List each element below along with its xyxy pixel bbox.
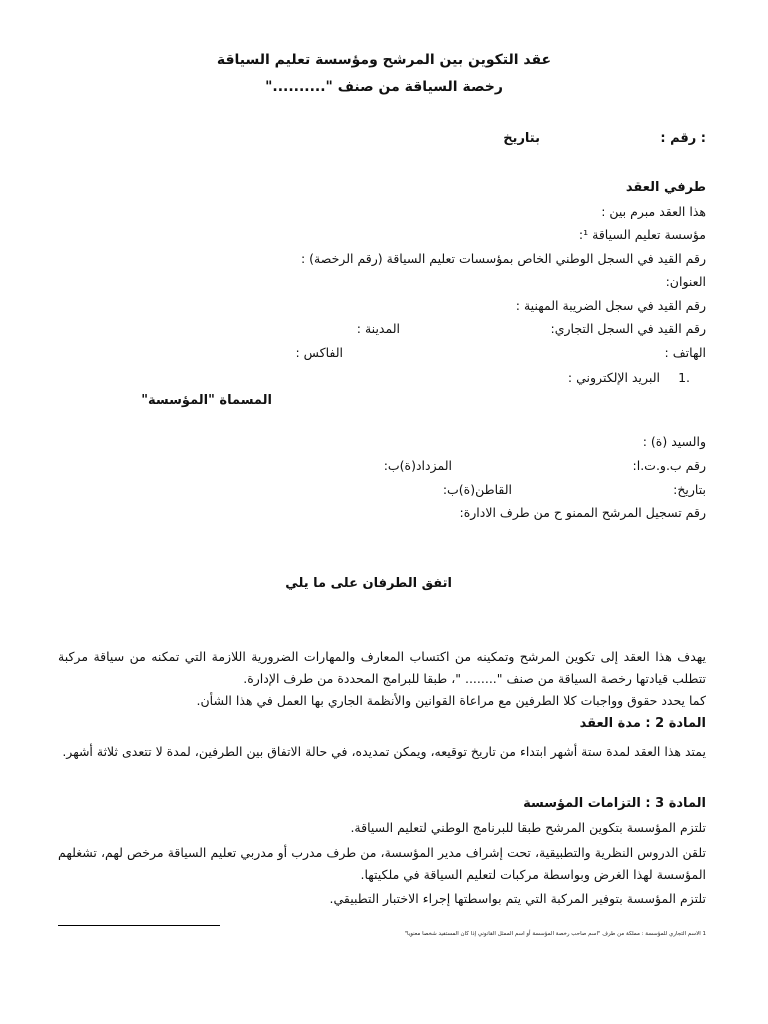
article-3-heading: المادة 3 : التزامات المؤسسة: [523, 796, 706, 811]
article-2-heading: المادة 2 : مدة العقد: [579, 716, 706, 731]
named-institution: المسماة "المؤسسة": [141, 393, 272, 408]
commercial-registry-field: رقم القيد في السجل التجاري:: [550, 321, 706, 336]
parties-heading: طرفي العقد: [625, 180, 706, 195]
city-field: المدينة :: [356, 321, 400, 336]
article-3-line-3: تلتزم المؤسسة بتوفير المركبة التي يتم بواسطتها إجراء الاختبار التطبيقي.: [329, 891, 706, 906]
fax-field: الفاكس :: [295, 345, 343, 360]
contract-date-label: بتاريخ: [503, 131, 540, 146]
email-list-number: 1.: [678, 370, 690, 385]
phone-field: الهاتف :: [664, 345, 706, 360]
agreement-heading: اتفق الطرفان على ما يلي: [285, 576, 452, 591]
registry-field: رقم القيد في السجل الوطني الخاص بمؤسسات تعليم السياقة (رقم الرخصة) :: [300, 251, 706, 266]
article-2-text: يمتد هذا العقد لمدة ستة أشهر ابتداء من تاريخ توقيعه، ويمكن تمديده، في حالة الاتفاق بين الطرفين، لمدة لا تتعدى ثلاثة أشهر.: [62, 744, 706, 759]
email-field: البريد الإلكتروني :: [567, 370, 660, 385]
article-3-line-1: تلتزم المؤسسة بتكوين المرشح طبقا للبرنامج الوطني لتعليم السياقة.: [350, 820, 706, 835]
purpose-paragraph: يهدف هذا العقد إلى تكوين المرشح وتمكينه من اكتساب المعارف والمهارات الضرورية اللازمة التي تمكنه من سياقة مركبة تتطلب قيادتها رخصة السياقة من صنف "........ "، طبقا للبرامج المحددة من طرف الإدارة.: [58, 649, 706, 686]
footnote-number: 1: [702, 931, 706, 937]
candidate-registration-field: رقم تسجيل المرشح الممنو ح من طرف الادارة:: [459, 505, 706, 520]
footnote: [405, 931, 706, 937]
address-field: العنوان:: [665, 274, 706, 289]
contract-number-label: : رقم :: [660, 131, 706, 146]
id-number-field: رقم ب.و.ت.ا:: [632, 458, 706, 473]
rights-paragraph: كما يحدد حقوق وواجبات كلا الطرفين مع مراعاة القوانين والأنظمة الجاري بها العمل في هذا الشأن.: [196, 693, 706, 708]
birthdate-field: بتاريخ:: [673, 482, 706, 497]
footnote-text: الاسم التجاري للمؤسسة : مملكة من طرف "اسم صاحب رخصة المؤسسة أو اسم الممثل القانوني إذا كان المستفيد شخصا معنويا": [404, 931, 701, 937]
tax-registry-field: رقم القيد في سجل الضريبة المهنية :: [515, 298, 706, 313]
residence-field: القاطن(ة)ب:: [442, 482, 512, 497]
institution-field: مؤسسة تعليم السياقة ¹:: [578, 227, 706, 242]
mr-field: والسيد (ة) :: [642, 434, 706, 449]
footnote-divider: [58, 925, 220, 926]
birthplace-field: المزداد(ة)ب:: [383, 458, 452, 473]
document-subtitle: رخصة السياقة من صنف "..........": [265, 79, 503, 95]
article-3-line-2: تلقن الدروس النظرية والتطبيقية، تحت إشراف مدير المؤسسة، من طرف مدرب أو مدربي تعليم السياقة مرخص لهم، تشغلهم المؤسسة لهذا الغرض وبواسطة مركبات لتعليم السياقة في ملكيتها.: [58, 845, 706, 882]
parties-intro: هذا العقد مبرم بين :: [601, 204, 706, 219]
document-title: عقد التكوين بين المرشح ومؤسسة تعليم السياقة: [216, 52, 552, 68]
